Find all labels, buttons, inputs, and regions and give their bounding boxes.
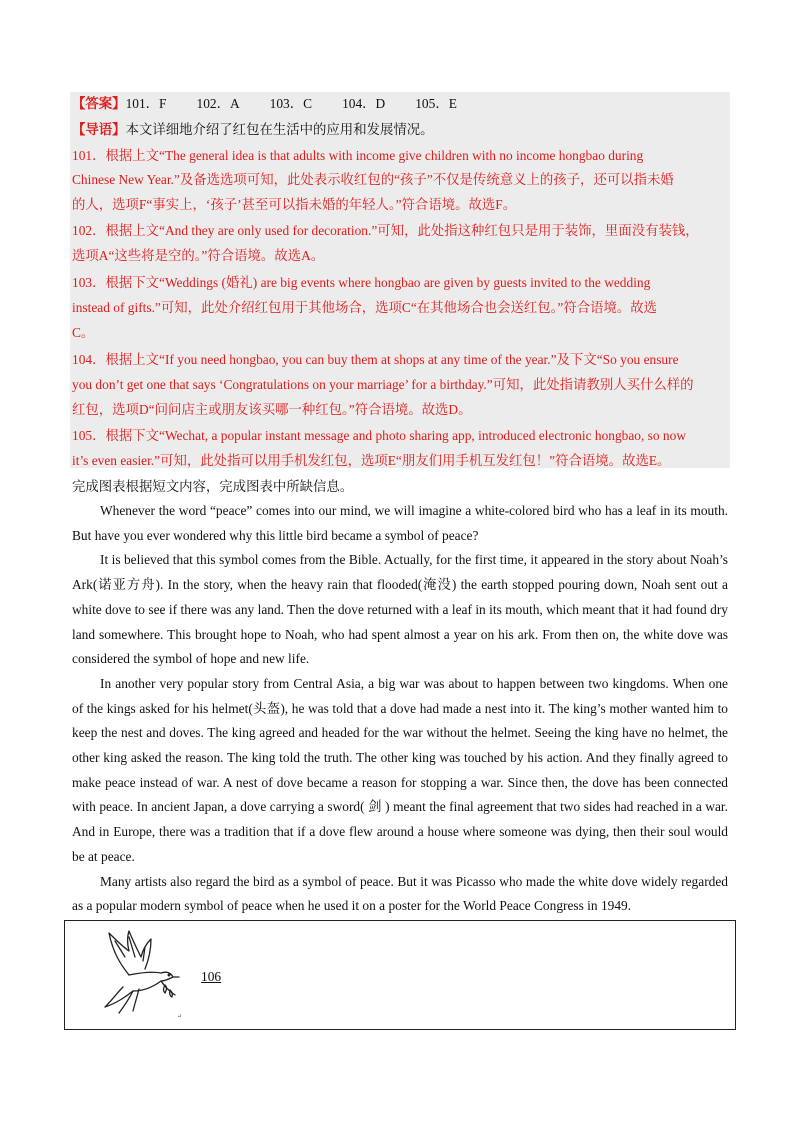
intro-text: 本文详细地介绍了红包在生活中的应用和发展情况。 <box>125 122 434 137</box>
explanation-line: 的人，选项F“事实上，‘孩子’甚至可以指未婚的年轻人。”符合语境。故选F。 <box>72 197 517 212</box>
answer-key-line <box>72 94 487 114</box>
answer-105: 105．E <box>415 96 457 111</box>
explanation-line: Chinese New Year.”及备选选项可知，此处表示收红包的“孩子”不仅是传统意义上的孩子，还可以指未婚 <box>72 172 674 187</box>
passage-paragraph: Whenever the word “peace” comes into our mind, we will imagine a white-colored bird who has a leaf in its mouth. But have you ever wondered why this little bird became a symbol of peace? <box>72 503 728 543</box>
explanation-line: you don’t get one that says ‘Congratulations on your marriage’ for a birthday.”可知，此处指请教别人买什么样的 <box>72 377 694 392</box>
answer-101: 101．F <box>125 96 167 111</box>
dove-icon <box>99 927 189 1017</box>
passage-paragraph: Many artists also regard the bird as a symbol of peace. But it was Picasso who made the white dove widely regarded as a popular modern symbol of peace when he used it on a poster for the World Peace Congress in 1949. <box>72 873 728 914</box>
explanation-line: it’s even easier.”可知，此处指可以用手机发红包，选项E“朋友们用手机互发红包！”符合语境。故选E。 <box>72 453 671 468</box>
explanation-line: 103．根据下文“Weddings (婚礼) are big events where hongbao are given by guests invited to the wedding <box>72 275 651 290</box>
explanation-line: 101．根据上文“The general idea is that adults with income give children with no income hongbao during <box>72 148 644 163</box>
chart-box <box>64 920 736 1030</box>
explanation-line: C。 <box>72 325 95 340</box>
intro-tag: 【导语】 <box>72 122 126 137</box>
paragraph-mark: ↵ <box>177 1014 183 1020</box>
explanation-line: 105．根据下文“Wechat, a popular instant message and photo sharing app, introduced electronic hongbao, so now <box>72 428 686 443</box>
blank-106: 106 <box>201 969 222 984</box>
answer-103: 103．C <box>269 96 313 111</box>
explanation-line: 102．根据上文“And they are only used for decoration.”可知，此处指这种红包只是用于装饰，里面没有装钱， <box>72 223 699 238</box>
passage-paragraph: In another very popular story from Central Asia, a big war was about to happen between two kingdoms. When one of the kings asked for his helmet(头盔), he was told that a dove had made a nest into it. The king’s mother wanted him to keep the nest and doves. The king agreed and headed for the war without the helmet. Seeing the king have no helmet, the other king asked the reason. The king told the truth. The other king was touched by his action. And they finally agreed to make peace instead of war. A nest of dove became a reason for stopping a war. Since then, the dove has been connected with peace. In ancient Japan, a dove carrying a sword( 剑 ) meant the final agreement that two sides had reached in a war. And in Europe, there was a tradition that if a dove flew around a house where someone was dying, then their soul would be at peace. <box>72 675 728 864</box>
answer-104: 104．D <box>342 96 386 111</box>
passage-paragraph: It is believed that this symbol comes from the Bible. Actually, for the first time, it appeared in the story about Noah’s Ark(诺亚方舟). In the story, when the heavy rain that flooded(淹没) the earth stopped pouring down, Noah sent out a white dove to see if there was any land. Then the dove returned with a leaf in its mouth, which meant that it had found dry land somewhere. This brought hope to Noah, who had spent almost a year on his ark. From then on, the white dove was considered the symbol of hope and new life. <box>72 552 728 667</box>
answer-tag: 【答案】 <box>72 96 126 111</box>
explanation-line: 红包，选项D“问问店主或朋友该买哪一种红包。”符合语境。故选D。 <box>72 402 472 417</box>
explanation-line: instead of gifts.”可知，此处介绍红包用于其他场合，选项C“在其他场合也会送红包。”符合语境。故选 <box>72 300 658 315</box>
passage <box>72 499 728 919</box>
answer-102: 102．A <box>196 96 240 111</box>
instruction: 完成图表根据短文内容，完成图表中所缺信息。 <box>72 479 354 494</box>
explanation-line: 选项A“这些将是空的。”符合语境。故选A。 <box>72 248 325 263</box>
explanation-line: 104．根据上文“If you need hongbao, you can buy them at shops at any time of the year.”及下文“So you ensure <box>72 352 679 367</box>
intro-line <box>72 120 434 140</box>
